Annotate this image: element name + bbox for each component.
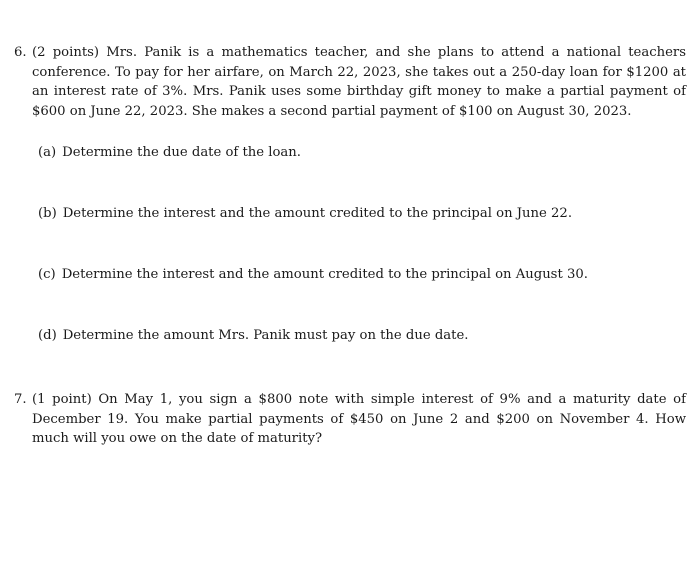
part-d <box>38 326 686 345</box>
part-text: Determine the interest and the amount credited to the principal on August 30. <box>61 267 588 283</box>
part-label: (a) <box>38 145 57 161</box>
part-text: Determine the amount Mrs. Panik must pay on the due date. <box>62 328 469 344</box>
problem-points: (1 point) <box>32 392 92 407</box>
problem-7 <box>14 390 686 449</box>
part-label: (c) <box>38 267 56 283</box>
part-label: (b) <box>38 206 57 222</box>
problem-text: Mrs. Panik is a mathematics teacher, and she plans to attend a national teachers conference. To pay for her airfare, on March 22, 2023, she takes out a 250-day loan for $1200 at an interest rate of 3%. Mrs. Panik uses some birthday gift money to make a partial payment of $600 on June 22, 2023. She makes a second partial payment of $100 on August 30, 2023. <box>32 45 686 119</box>
part-c <box>38 265 686 284</box>
part-b <box>38 204 686 223</box>
part-text: Determine the interest and the amount credited to the principal on June 22. <box>62 206 573 222</box>
part-text: Determine the due date of the loan. <box>62 145 301 161</box>
problem-points: (2 points) <box>32 45 100 60</box>
problem-number: 6. <box>14 45 27 60</box>
problem-7-stem <box>14 390 686 449</box>
problem-text: On May 1, you sign a $800 note with simple interest of 9% and a maturity date of December 19. You make partial payments of $450 on June 2 and $200 on November 4. How much will you owe on the date of maturity? <box>32 392 686 447</box>
part-label: (d) <box>38 328 57 344</box>
problem-6-parts <box>38 143 686 345</box>
problem-6-stem <box>14 43 686 121</box>
problem-6 <box>14 43 686 345</box>
part-a <box>38 143 686 162</box>
problem-number: 7. <box>14 392 27 407</box>
